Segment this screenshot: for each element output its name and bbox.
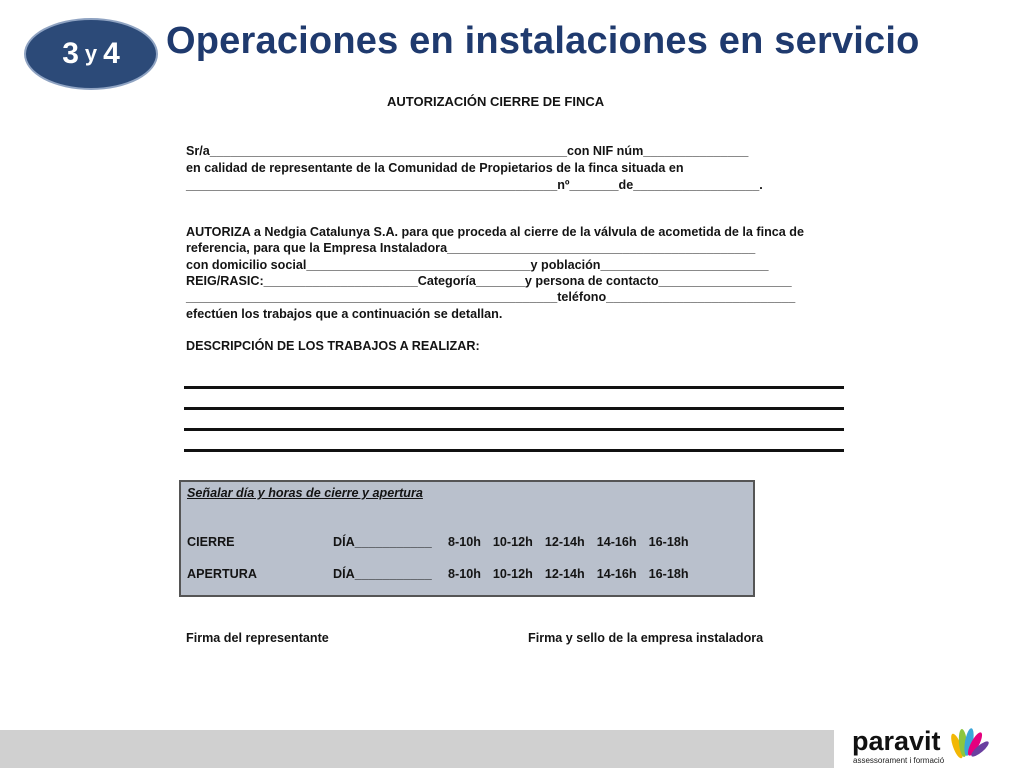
form-heading: AUTORIZACIÓN CIERRE DE FINCA <box>387 94 605 109</box>
time-slot: 14-16h <box>596 535 637 549</box>
row-label: APERTURA <box>187 567 257 581</box>
time-slot: 12-14h <box>544 567 585 581</box>
paravit-logo <box>852 722 1012 768</box>
description-heading: DESCRIPCIÓN DE LOS TRABAJOS A REALIZAR: <box>186 339 480 353</box>
day-field: DÍA___________ <box>333 567 432 581</box>
form-line-8: _____________________________________________________teléfono___________________________ <box>186 290 796 304</box>
form-line-6: con domicilio social________________________________y población________________________ <box>186 258 769 272</box>
row-label: CIERRE <box>187 535 235 549</box>
form-line-3: _____________________________________________________nº_______de__________________. <box>186 178 763 192</box>
time-slot: 16-18h <box>648 567 689 581</box>
slide-title: Operaciones en instalaciones en servicio <box>166 20 920 62</box>
authorization-form <box>170 84 866 684</box>
time-slot: 12-14h <box>544 535 585 549</box>
form-line-5: referencia, para que la Empresa Instaladora____________________________________________ <box>186 241 756 255</box>
description-line <box>184 449 844 452</box>
schedule-row-apertura <box>187 567 701 581</box>
day-field: DÍA___________ <box>333 535 432 549</box>
leaf-fan-icon <box>947 724 991 764</box>
time-slot: 10-12h <box>492 567 533 581</box>
time-slot: 8-10h <box>448 535 481 549</box>
time-slot: 8-10h <box>448 567 481 581</box>
description-line <box>184 386 844 389</box>
form-line-9: efectúen los trabajos que a continuación se detallan. <box>186 307 503 321</box>
schedule-caption: Señalar día y horas de cierre y apertura <box>187 486 423 500</box>
logo-name: paravit <box>852 726 941 756</box>
signature-installer: Firma y sello de la empresa instaladora <box>528 631 764 645</box>
description-line <box>184 407 844 410</box>
form-line-4: AUTORIZA a Nedgia Catalunya S.A. para que proceda al cierre de la válvula de acometida de la finca de <box>186 225 805 239</box>
badge-number-2: 4 <box>103 37 120 70</box>
time-slot: 16-18h <box>648 535 689 549</box>
badge-conjunction: y <box>84 41 98 66</box>
form-line-2: en calidad de representante de la Comunidad de Propietarios de la finca situada en <box>186 161 684 175</box>
footer-bar <box>0 730 834 768</box>
logo-tagline: assessorament i formació <box>853 756 945 765</box>
time-slot: 14-16h <box>596 567 637 581</box>
time-slot: 10-12h <box>492 535 533 549</box>
section-badge <box>24 18 158 90</box>
description-line <box>184 428 844 431</box>
signature-representative: Firma del representante <box>186 631 329 645</box>
form-line-7: REIG/RASIC:______________________Categoría_______y persona de contacto___________________ <box>186 274 792 288</box>
schedule-row-cierre <box>187 535 701 549</box>
badge-number-1: 3 <box>62 37 79 70</box>
form-line-1: Sr/a___________________________________________________con NIF núm_______________ <box>186 144 749 158</box>
schedule-box <box>179 480 755 597</box>
